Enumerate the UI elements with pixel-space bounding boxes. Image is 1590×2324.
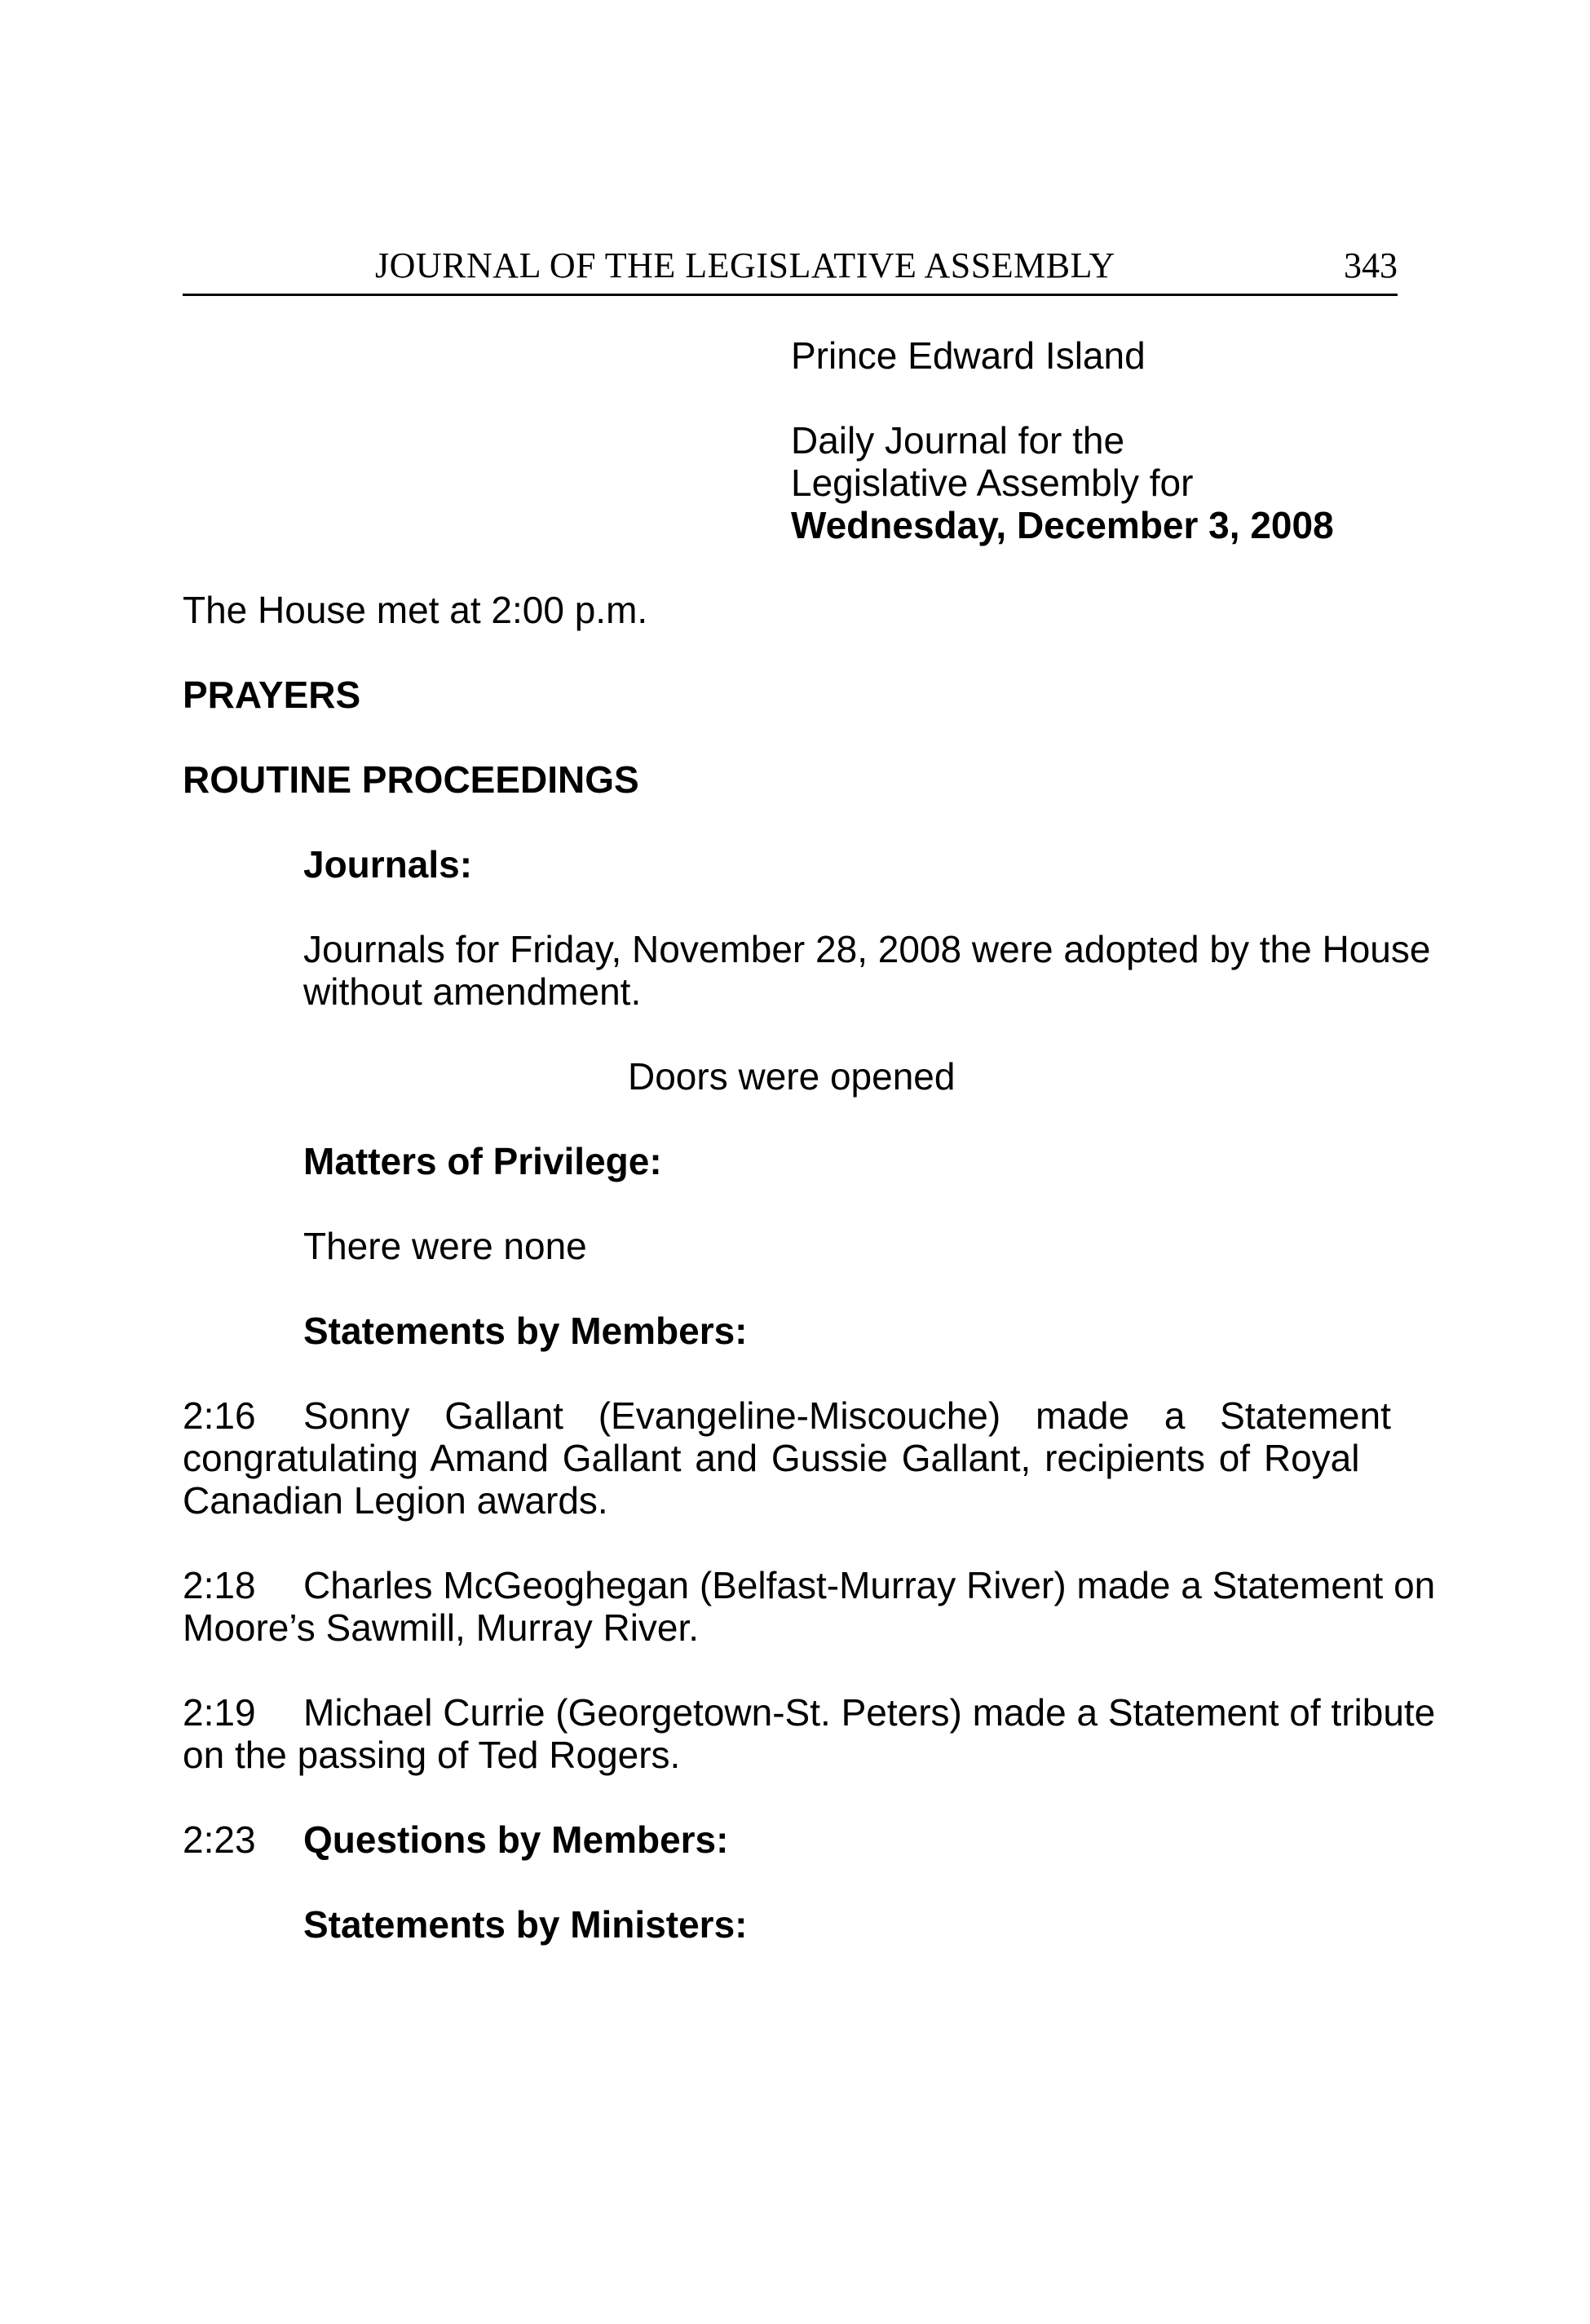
heading-journals: Journals: [303,843,473,886]
questions-time: 2:23 [183,1818,256,1861]
masthead-line-2: Legislative Assembly for [791,462,1194,504]
journal-title: JOURNAL OF THE LEGISLATIVE ASSEMBLY [375,245,1115,285]
masthead-line-1: Daily Journal for the [791,419,1125,462]
statement-line: Charles McGeoghegan (Belfast-Murray River) made a Statement on [303,1564,1436,1606]
page-header [183,245,1398,296]
privilege-text: There were none [303,1225,587,1267]
heading-routine-proceedings: ROUTINE PROCEEDINGS [183,758,639,801]
heading-questions-by-members: Questions by Members: [303,1818,729,1861]
statement-line: Moore’s Sawmill, Murray River. [183,1606,700,1649]
journals-text-line-1: Journals for Friday, November 28, 2008 were adopted by the House [303,928,1431,970]
heading-statements-by-members: Statements by Members: [303,1310,748,1352]
heading-matters-of-privilege: Matters of Privilege: [303,1140,662,1182]
statement-line: Canadian Legion awards. [183,1479,608,1522]
statement-line: Michael Currie (Georgetown-St. Peters) made a Statement of tribute [303,1691,1436,1734]
masthead-date: Wednesday, December 3, 2008 [791,504,1334,546]
masthead-place: Prince Edward Island [791,334,1146,377]
heading-prayers: PRAYERS [183,674,361,716]
page-number: 343 [1344,245,1398,285]
heading-statements-by-ministers: Statements by Ministers: [303,1903,748,1946]
statement-line [303,1394,1398,1437]
statement-line-text: congratulating Amand Gallant and Gussie Gallant, recipients of Royal [183,1437,1360,1479]
statement-line [183,1437,1398,1479]
doors-opened: Doors were opened [628,1055,956,1098]
statement-time: 2:18 [183,1564,256,1606]
statement-time: 2:19 [183,1691,256,1734]
journals-text-line-2: without amendment. [303,970,642,1013]
statement-line: on the passing of Ted Rogers. [183,1734,681,1776]
statement-line-text: Sonny Gallant (Evangeline-Miscouche) made a Statement [303,1394,1391,1437]
opening-line: The House met at 2:00 p.m. [183,589,648,631]
statement-time: 2:16 [183,1394,256,1437]
